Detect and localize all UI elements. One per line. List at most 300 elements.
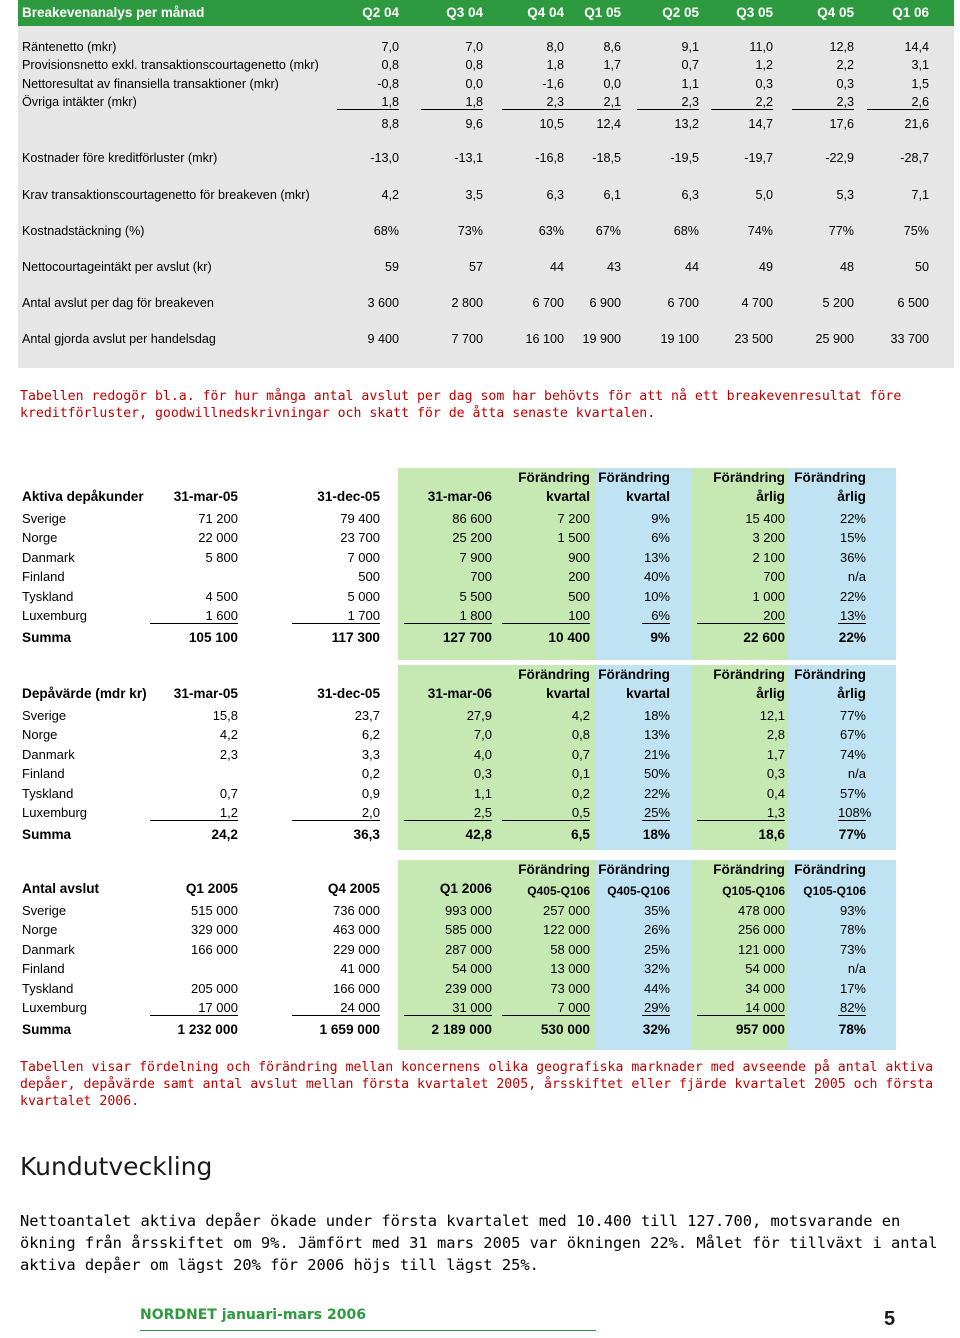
table-cell: 500 (358, 569, 380, 584)
total-cell: 32% (642, 1022, 670, 1037)
table-cell: 27,9 (466, 708, 492, 723)
country-label: Norge (22, 727, 58, 742)
quarter-header: Q3 05 (736, 5, 773, 20)
table-cell: 23 700 (340, 530, 380, 545)
value-cell: 1,8 (421, 95, 483, 110)
table-cell: 35% (643, 903, 670, 918)
country-label: Luxemburg (22, 1000, 88, 1015)
column-header: 31-mar-06 (427, 489, 492, 504)
breakeven-row (18, 40, 954, 58)
value-cell: -13,1 (454, 151, 483, 165)
country-label: Finland (22, 766, 65, 781)
value-cell: 3,5 (465, 188, 483, 202)
breakeven-header (18, 0, 954, 26)
table-cell: 58 000 (550, 942, 590, 957)
table-cell: 2,8 (766, 727, 785, 742)
quarter-header: Q1 05 (584, 5, 621, 20)
total-cell: 9% (650, 630, 670, 645)
table-cell: 9% (651, 511, 670, 526)
trades-table (18, 860, 896, 1050)
table-cell: 2,0 (292, 805, 380, 821)
table-cell: 78% (839, 922, 866, 937)
country-label: Finland (22, 961, 65, 976)
total-cell: 78% (838, 1022, 866, 1037)
table-cell: 7 000 (347, 550, 380, 565)
table-cell: 41 000 (340, 961, 380, 976)
breakeven-row (18, 332, 954, 350)
header-top-cell: Förändring (794, 470, 866, 485)
total-cell: 18% (642, 827, 670, 842)
column-header: Q1 2005 (185, 881, 238, 896)
total-cell: 1 232 000 (177, 1022, 238, 1037)
table-cell: 7 000 (502, 1000, 590, 1016)
table-cell: 166 000 (333, 981, 380, 996)
column-header: 31-mar-05 (173, 686, 238, 701)
table-cell: 18% (643, 708, 670, 723)
table-cell: 13% (839, 608, 866, 623)
value-cell: 77% (828, 224, 854, 238)
header-top-cell: Förändring (518, 470, 590, 485)
account-value-table (18, 665, 896, 850)
value-cell: 5,3 (836, 188, 854, 202)
table-cell: 257 000 (543, 903, 590, 918)
quarter-header: Q2 04 (362, 5, 399, 20)
row-label: Provisionsnetto exkl. transaktionscourtagenetto (mkr) (22, 58, 319, 72)
value-cell: 49 (758, 260, 773, 274)
table-cell: 7,0 (473, 727, 492, 742)
table-cell: 44% (643, 981, 670, 996)
table-cell: 86 600 (452, 511, 492, 526)
breakeven-table (18, 0, 954, 368)
row-label: Nettocourtageintäkt per avslut (kr) (22, 260, 212, 274)
country-label: Tyskland (22, 786, 74, 801)
value-cell: -16,8 (535, 151, 564, 165)
value-cell: 9,6 (465, 117, 483, 131)
value-cell: 6,3 (681, 188, 699, 202)
column-header: 31-dec-05 (317, 686, 380, 701)
table-cell: 15% (839, 530, 866, 545)
table-cell: 108% (838, 805, 872, 820)
total-cell: 22% (838, 630, 866, 645)
value-cell: 2,1 (559, 95, 621, 110)
table-cell: 26% (643, 922, 670, 937)
table-cell: 0,5 (502, 805, 590, 821)
header-top-cell: Förändring (518, 667, 590, 682)
table-cell: 900 (568, 550, 590, 565)
table-cell: 5 800 (205, 550, 238, 565)
value-cell: 12,8 (829, 40, 854, 54)
row-label: Antal avslut per dag för breakeven (22, 296, 214, 310)
table-cell: 74% (839, 747, 866, 762)
table-cell: 77% (839, 708, 866, 723)
value-cell: 2,3 (637, 95, 699, 110)
table-cell: 10% (643, 589, 670, 604)
breakeven-row (18, 296, 954, 314)
total-cell: 530 000 (540, 1022, 590, 1037)
table-cell: 13% (643, 727, 670, 742)
country-label: Luxemburg (22, 805, 88, 820)
header-top-cell: Förändring (713, 862, 785, 877)
quarter-header: Q4 04 (527, 5, 564, 20)
value-cell: 23 500 (734, 332, 773, 346)
value-cell: 2,2 (836, 58, 854, 72)
value-cell: 16 100 (525, 332, 564, 346)
column-header: Q105-Q106 (722, 884, 785, 898)
table-cell: 100 (502, 608, 590, 624)
column-header: årlig (756, 686, 785, 701)
value-cell: 7,0 (381, 40, 399, 54)
value-cell: 4 700 (741, 296, 773, 310)
table-cell: 34 000 (745, 981, 785, 996)
value-cell: 6 500 (897, 296, 929, 310)
table-cell: 0,1 (571, 766, 590, 781)
value-cell: -18,5 (592, 151, 621, 165)
value-cell: 3 600 (367, 296, 399, 310)
value-cell: 0,0 (465, 77, 483, 91)
table-cell: 515 000 (191, 903, 238, 918)
table-cell: 0,3 (766, 766, 785, 781)
table-cell: 7 900 (459, 550, 492, 565)
value-cell: 2,2 (711, 95, 773, 110)
value-cell: 8,6 (603, 40, 621, 54)
column-header: Q4 2005 (327, 881, 380, 896)
table-cell: 0,3 (473, 766, 492, 781)
footer-text: NORDNET januari-mars 2006 (140, 1307, 366, 1323)
table-cell: 287 000 (445, 942, 492, 957)
table-cell: 22% (643, 786, 670, 801)
value-cell: 50 (914, 260, 929, 274)
column-header: 31-mar-06 (427, 686, 492, 701)
column-header: årlig (756, 489, 785, 504)
table-cell: 6% (651, 530, 670, 545)
table-cell: 5 500 (459, 589, 492, 604)
row-label: Räntenetto (mkr) (22, 40, 117, 54)
table-cell: 329 000 (191, 922, 238, 937)
total-cell: 24,2 (211, 827, 238, 842)
table-title: Depåvärde (mdr kr) (22, 686, 147, 701)
table-cell: 17 000 (150, 1000, 238, 1016)
table-cell: 13 000 (550, 961, 590, 976)
table-cell: 993 000 (445, 903, 492, 918)
table-cell: 0,2 (361, 766, 380, 781)
table-cell: 13% (643, 550, 670, 565)
table-cell: n/a (847, 961, 866, 976)
table-cell: 79 400 (340, 511, 380, 526)
table-cell: 1 600 (150, 608, 238, 624)
table-cell: 31 000 (404, 1000, 492, 1016)
value-cell: 0,0 (603, 77, 621, 91)
total-cell: 2 189 000 (431, 1022, 492, 1037)
table-cell: 67% (839, 727, 866, 742)
table-cell: 121 000 (738, 942, 785, 957)
table-cell: 463 000 (333, 922, 380, 937)
table-cell: 14 000 (697, 1000, 785, 1016)
table-title: Antal avslut (22, 881, 100, 896)
table-cell: 1 800 (404, 608, 492, 624)
table-cell: 1,2 (150, 805, 238, 821)
table-cell: 54 000 (745, 961, 785, 976)
value-cell: 73% (457, 224, 483, 238)
table-cell: 6% (642, 608, 670, 624)
table-cell: 1,3 (697, 805, 785, 821)
header-top-cell: Förändring (713, 470, 785, 485)
table-cell: 54 000 (452, 961, 492, 976)
table-cell: 23,7 (354, 708, 380, 723)
total-cell: 957 000 (735, 1022, 785, 1037)
total-label: Summa (22, 1022, 72, 1037)
value-cell: 68% (673, 224, 699, 238)
active-accounts-table (18, 468, 896, 660)
table-cell: 2,3 (219, 747, 238, 762)
value-cell: 57 (468, 260, 483, 274)
column-header: kvartal (546, 489, 590, 504)
row-label: Antal gjorda avslut per handelsdag (22, 332, 216, 346)
breakeven-row (18, 224, 954, 242)
country-label: Norge (22, 530, 58, 545)
quarter-header: Q2 05 (662, 5, 699, 20)
value-cell: 0,7 (681, 58, 699, 72)
country-label: Luxemburg (22, 608, 88, 623)
value-cell: -13,0 (370, 151, 399, 165)
table-cell: 2,5 (404, 805, 492, 821)
value-cell: 1,1 (681, 77, 699, 91)
country-label: Finland (22, 569, 65, 584)
table-cell: 73 000 (550, 981, 590, 996)
table-cell: 0,9 (361, 786, 380, 801)
table-cell: 500 (568, 589, 590, 604)
value-cell: 74% (747, 224, 773, 238)
value-cell: 44 (684, 260, 699, 274)
column-header: Q1 2006 (439, 881, 492, 896)
column-header: 31-mar-05 (173, 489, 238, 504)
value-cell: 8,8 (381, 117, 399, 131)
value-cell: 2,6 (867, 95, 929, 110)
country-label: Danmark (22, 550, 75, 565)
value-cell: -19,5 (670, 151, 699, 165)
value-cell: 5 200 (822, 296, 854, 310)
table-cell: 93% (839, 903, 866, 918)
value-cell: 2,3 (792, 95, 854, 110)
table-cell: 585 000 (445, 922, 492, 937)
table-cell: 22% (839, 511, 866, 526)
table-cell: 2 100 (752, 550, 785, 565)
value-cell: 6,1 (603, 188, 621, 202)
value-cell: 68% (373, 224, 399, 238)
table-cell: 1,7 (766, 747, 785, 762)
total-cell: 127 700 (442, 630, 492, 645)
table-cell: 4,0 (473, 747, 492, 762)
table-cell: 50% (643, 766, 670, 781)
table-cell: 4 500 (205, 589, 238, 604)
value-cell: 12,4 (596, 117, 621, 131)
breakeven-row (18, 260, 954, 278)
total-cell: 117 300 (331, 630, 380, 645)
table-cell: 36% (839, 550, 866, 565)
value-cell: 59 (384, 260, 399, 274)
table-cell: 32% (643, 961, 670, 976)
table-cell: 24 000 (292, 1000, 380, 1016)
column-header: 31-dec-05 (317, 489, 380, 504)
value-cell: 63% (538, 224, 564, 238)
value-cell: 7,0 (465, 40, 483, 54)
column-header: kvartal (626, 489, 670, 504)
country-label: Sverige (22, 708, 67, 723)
row-label: Krav transaktionscourtagenetto för breakeven (mkr) (22, 188, 310, 202)
value-cell: 25 900 (815, 332, 854, 346)
value-cell: 1,7 (603, 58, 621, 72)
footer-divider (140, 1330, 596, 1331)
table-cell: 25 200 (452, 530, 492, 545)
value-cell: 0,8 (465, 58, 483, 72)
table-cell: 15 400 (745, 511, 785, 526)
value-cell: 14,4 (904, 40, 929, 54)
table-cell: 71 200 (198, 511, 238, 526)
table-cell: 25% (643, 805, 670, 820)
section-paragraph: Nettoantalet aktiva depåer ökade under första kvartalet med 10.400 till 127.700, motsvarande en ökning från årsskiftet om 9%. Jämfört med 31 mars 2005 var ökningen 22%. Målet för tillväxt i antal aktiva depåer om lägst 20% för 2006 höjs till lägst 25%. (20, 1212, 938, 1274)
table-cell: 82% (839, 1000, 866, 1015)
table-cell: 25% (643, 942, 670, 957)
table-cell: 229 000 (333, 942, 380, 957)
total-label: Summa (22, 630, 72, 645)
value-cell: 10,5 (539, 117, 564, 131)
value-cell: -28,7 (900, 151, 929, 165)
total-cell: 18,6 (758, 827, 785, 842)
table-cell: 3 200 (752, 530, 785, 545)
value-cell: 1,8 (546, 58, 564, 72)
value-cell: -19,7 (744, 151, 773, 165)
value-cell: 13,2 (674, 117, 699, 131)
table-cell: 29% (643, 1000, 670, 1015)
value-cell: 21,6 (904, 117, 929, 131)
total-cell: 42,8 (465, 827, 492, 842)
total-cell: 22 600 (743, 630, 785, 645)
table-cell: 4,2 (571, 708, 590, 723)
table-cell: 22% (839, 589, 866, 604)
value-cell: 5,0 (755, 188, 773, 202)
table-cell: 40% (643, 569, 670, 584)
row-label: Övriga intäkter (mkr) (22, 95, 137, 109)
country-label: Tyskland (22, 589, 74, 604)
header-top-cell: Förändring (794, 862, 866, 877)
value-cell: 1,2 (755, 58, 773, 72)
table-cell: 122 000 (543, 922, 590, 937)
table-cell: 0,8 (571, 727, 590, 742)
row-label: Nettoresultat av finansiella transaktioner (mkr) (22, 77, 279, 91)
breakeven-row (18, 58, 954, 76)
value-cell: 17,6 (829, 117, 854, 131)
country-label: Danmark (22, 942, 75, 957)
table-cell: 736 000 (333, 903, 380, 918)
table-cell: 200 (697, 608, 785, 624)
header-top-cell: Förändring (794, 667, 866, 682)
distribution-caption: Tabellen visar fördelning och förändring mellan koncernens olika geografiska marknader med avseende på antal aktiva depåer, depåvärde samt antal avslut mellan första kvartalet 2005, årsskiftet eller fjärde kvartalet 2005 och första kvartalet 2006. (20, 1060, 934, 1109)
header-top-cell: Förändring (598, 667, 670, 682)
table-cell: 1 700 (292, 608, 380, 624)
value-cell: 4,2 (381, 188, 399, 202)
column-header: kvartal (546, 686, 590, 701)
breakeven-row (18, 95, 954, 113)
breakeven-row (18, 77, 954, 95)
table-cell: 0,2 (571, 786, 590, 801)
row-label: Kostnader före kreditförluster (mkr) (22, 151, 218, 165)
quarter-header: Q3 04 (446, 5, 483, 20)
value-cell: 44 (549, 260, 564, 274)
value-cell: 0,3 (836, 77, 854, 91)
value-cell: 7 700 (451, 332, 483, 346)
value-cell: 48 (839, 260, 854, 274)
country-label: Sverige (22, 903, 67, 918)
total-label: Summa (22, 827, 72, 842)
value-cell: 9 400 (367, 332, 399, 346)
value-cell: 19 900 (582, 332, 621, 346)
page-number: 5 (884, 1308, 896, 1330)
table-cell: 0,7 (571, 747, 590, 762)
table-cell: 1 500 (557, 530, 590, 545)
value-cell: 6 700 (532, 296, 564, 310)
table-cell: 22 000 (198, 530, 238, 545)
table-cell: 256 000 (738, 922, 785, 937)
value-cell: 19 100 (660, 332, 699, 346)
value-cell: 0,8 (381, 58, 399, 72)
value-cell: 14,7 (748, 117, 773, 131)
table-cell: 200 (568, 569, 590, 584)
value-cell: 6 900 (589, 296, 621, 310)
table-cell: 700 (763, 569, 785, 584)
country-label: Tyskland (22, 981, 74, 996)
table-cell: 17% (839, 981, 866, 996)
value-cell: -0,8 (377, 77, 399, 91)
breakeven-row (18, 188, 954, 206)
breakeven-row (18, 151, 954, 169)
table-cell: 5 000 (347, 589, 380, 604)
table-cell: 0,4 (766, 786, 785, 801)
table-cell: 239 000 (445, 981, 492, 996)
total-cell: 1 659 000 (319, 1022, 380, 1037)
value-cell: 8,0 (546, 40, 564, 54)
country-label: Sverige (22, 511, 67, 526)
value-cell: 33 700 (890, 332, 929, 346)
table-cell: 478 000 (738, 903, 785, 918)
value-cell: 75% (903, 224, 929, 238)
header-top-cell: Förändring (598, 862, 670, 877)
quarter-header: Q1 06 (892, 5, 929, 20)
breakeven-row (18, 117, 954, 135)
value-cell: 1,8 (337, 95, 399, 110)
column-header: Q405-Q106 (527, 884, 590, 898)
value-cell: -22,9 (825, 151, 854, 165)
header-top-cell: Förändring (598, 470, 670, 485)
table-cell: 15,8 (212, 708, 238, 723)
column-header: årlig (837, 686, 866, 701)
table-cell: 205 000 (191, 981, 238, 996)
value-cell: 11,0 (749, 40, 773, 54)
total-cell: 77% (838, 827, 866, 842)
total-cell: 10 400 (548, 630, 590, 645)
total-cell: 36,3 (353, 827, 380, 842)
table-cell: 73% (839, 942, 866, 957)
total-cell: 6,5 (571, 827, 590, 842)
country-label: Danmark (22, 747, 75, 762)
header-top-cell: Förändring (713, 667, 785, 682)
value-cell: 2 800 (451, 296, 483, 310)
value-cell: 9,1 (681, 40, 699, 54)
table-title: Aktiva depåkunder (22, 489, 144, 504)
breakeven-title: Breakevenanalys per månad (22, 5, 205, 20)
column-header: kvartal (626, 686, 670, 701)
value-cell: 43 (606, 260, 621, 274)
value-cell: -1,6 (542, 77, 564, 91)
table-cell: n/a (847, 766, 866, 781)
